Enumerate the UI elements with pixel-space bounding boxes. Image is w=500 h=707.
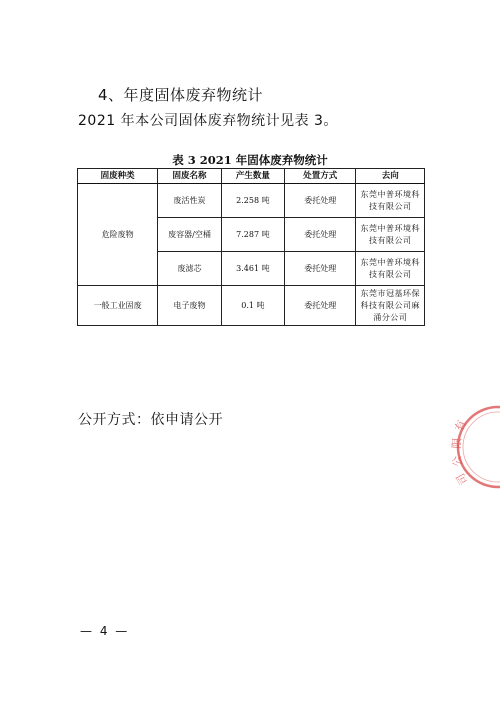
svg-text:有: 有 xyxy=(452,418,469,434)
destination-cell: 东莞中普环境科技有限公司 xyxy=(356,252,425,286)
destination-cell: 东莞市冠基环保科技有限公司麻涌分公司 xyxy=(356,286,425,326)
svg-text:司: 司 xyxy=(453,470,471,487)
category-cell: 危险废物 xyxy=(78,184,158,286)
table-title: 表 3 2021 年固体废弃物统计 xyxy=(172,153,328,167)
header-method: 处置方式 xyxy=(285,169,356,184)
method-cell: 委托处理 xyxy=(285,252,356,286)
quantity-cell: 3.461 吨 xyxy=(221,252,284,286)
table-row xyxy=(78,184,425,218)
waste-stats-table xyxy=(77,168,425,326)
section-heading: 4、年度固体废弃物统计 xyxy=(98,86,264,104)
destination-cell: 东莞中普环境科技有限公司 xyxy=(356,184,425,218)
waste-name-cell: 废容器/空桶 xyxy=(158,218,221,252)
header-name: 固废名称 xyxy=(158,169,221,184)
company-seal-icon xyxy=(440,392,500,502)
table-header-row xyxy=(78,169,425,184)
header-category: 固废种类 xyxy=(78,169,158,184)
method-cell: 委托处理 xyxy=(285,218,356,252)
category-cell: 一般工业固废 xyxy=(78,286,158,326)
destination-cell: 东莞中普环境科技有限公司 xyxy=(356,218,425,252)
header-quantity: 产生数量 xyxy=(221,169,284,184)
section-intro: 2021 年本公司固体废弃物统计见表 3。 xyxy=(78,113,338,129)
method-cell: 委托处理 xyxy=(285,184,356,218)
quantity-cell: 7.287 吨 xyxy=(221,218,284,252)
quantity-cell: 2.258 吨 xyxy=(221,184,284,218)
waste-name-cell: 电子废物 xyxy=(158,286,221,326)
header-destination: 去向 xyxy=(356,169,425,184)
page-number: — 4 — xyxy=(80,624,130,638)
disclosure-method: 公开方式：依申请公开 xyxy=(78,412,223,428)
svg-text:公: 公 xyxy=(450,454,465,468)
method-cell: 委托处理 xyxy=(285,286,356,326)
waste-name-cell: 废滤芯 xyxy=(158,252,221,286)
waste-name-cell: 废活性炭 xyxy=(158,184,221,218)
quantity-cell: 0.1 吨 xyxy=(221,286,284,326)
svg-text:限: 限 xyxy=(450,437,464,450)
table-row xyxy=(78,286,425,326)
